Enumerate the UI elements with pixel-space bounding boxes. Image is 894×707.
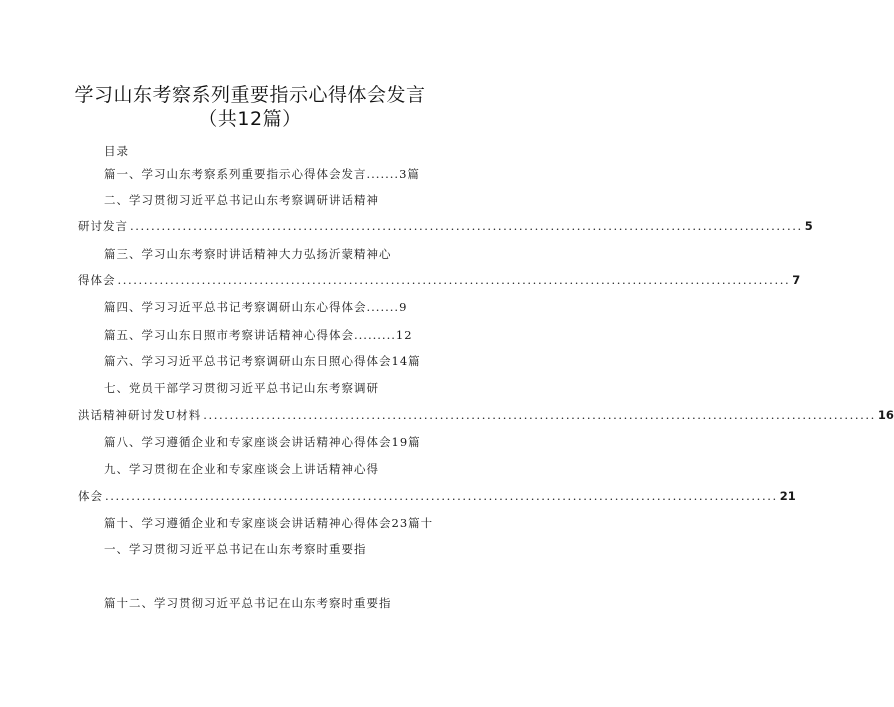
- toc-entry-4[interactable]: 篇四、学习习近平总书记考察调研山东心得体会.......9: [104, 300, 408, 314]
- dot-leader: ................................................................................................................................: [105, 489, 778, 503]
- dot-leader: ................................................................................................................................: [130, 219, 803, 233]
- toc-entry-text: 体会: [78, 489, 103, 503]
- toc-entry-9-part1[interactable]: 九、学习贯彻在企业和专家座谈会上讲话精神心得: [104, 462, 379, 476]
- dot-leader: ................................................................................................................................: [203, 408, 876, 422]
- document-title: 学习山东考察系列重要指示心得体会发言: [74, 84, 426, 106]
- toc-entry-3-part2[interactable]: [78, 273, 801, 287]
- toc-entry-7-part2[interactable]: [78, 408, 894, 422]
- toc-entry-11[interactable]: 一、学习贯彻习近平总书记在山东考察时重要指: [104, 542, 367, 556]
- toc-entry-12[interactable]: 篇十二、学习贯彻习近平总书记在山东考察时重要指: [104, 596, 392, 610]
- toc-entry-10[interactable]: 篇十、学习遵循企业和专家座谈会讲话精神心得体会23篇十: [104, 516, 434, 530]
- document-subtitle-count: （共12篇）: [198, 108, 302, 130]
- toc-entry-text: 洪话精神研讨发U材料: [78, 408, 202, 422]
- page-number: 7: [792, 273, 801, 287]
- toc-entry-2-part2[interactable]: [78, 219, 813, 233]
- toc-entry-6[interactable]: 篇六、学习习近平总书记考察调研山东日照心得体会14篇: [104, 354, 421, 368]
- toc-entry-5[interactable]: 篇五、学习山东日照市考察讲话精神心得体会.........12: [104, 328, 413, 342]
- toc-entry-8[interactable]: 篇八、学习遵循企业和专家座谈会讲话精神心得体会19篇: [104, 435, 421, 449]
- page-number: 16: [877, 408, 894, 422]
- toc-entry-3-part1[interactable]: 篇三、学习山东考察时讲话精神大力弘扬沂蒙精神心: [104, 247, 392, 261]
- toc-entry-7-part1[interactable]: 七、党员干部学习贯彻习近平总书记山东考察调研: [104, 381, 379, 395]
- toc-entry-text: 得体会: [78, 273, 116, 287]
- toc-entry-9-part2[interactable]: [78, 489, 796, 503]
- toc-entry-text: 研讨发言: [78, 219, 128, 233]
- page-number: 21: [779, 489, 796, 503]
- toc-heading: 目录: [104, 144, 129, 158]
- toc-entry-2-part1[interactable]: 二、学习贯彻习近平总书记山东考察调研讲话精神: [104, 193, 379, 207]
- toc-entry-1[interactable]: 篇一、学习山东考察系列重要指示心得体会发言.......3篇: [104, 167, 420, 181]
- page-number: 5: [804, 219, 813, 233]
- dot-leader: ................................................................................................................................: [117, 273, 791, 287]
